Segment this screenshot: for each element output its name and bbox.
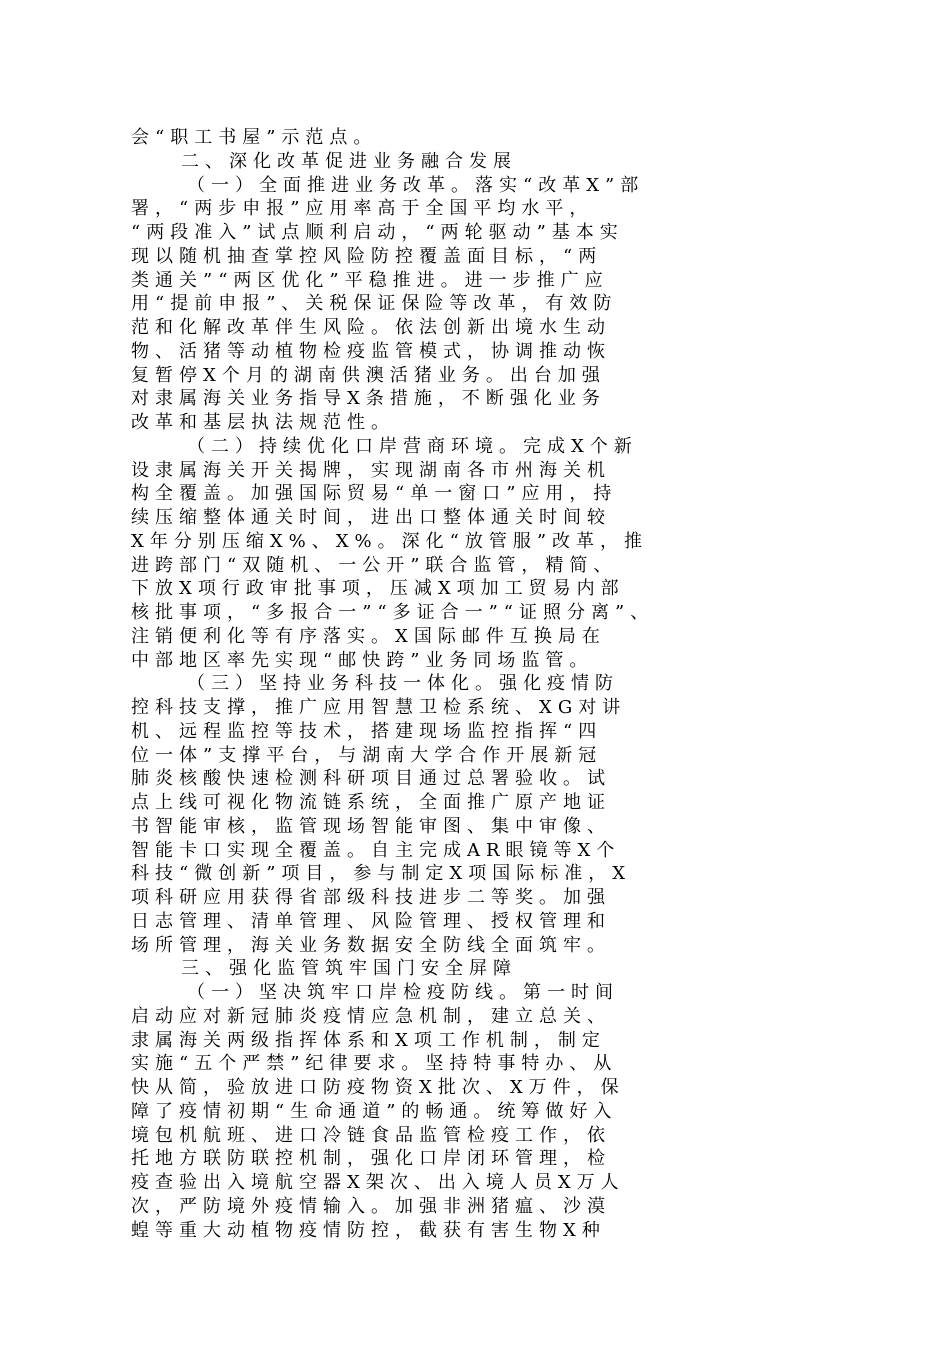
text-line: 现以随机抽查掌控风险防控覆盖面目标，“两 bbox=[131, 245, 603, 267]
text-line: 续压缩整体通关时间，进出口整体通关时间较 bbox=[131, 507, 611, 528]
text-line: “两段准入”试点顺利启动，“两轮驱动”基本实 bbox=[131, 222, 624, 243]
text-line: 快从简，验放进口防疫物资X批次、X万件，保 bbox=[131, 1077, 625, 1098]
text-line: 智能卡口实现全覆盖。自主完成AR眼镜等X个 bbox=[131, 839, 621, 861]
text-line: 隶属海关两级指挥体系和X项工作机制，制定 bbox=[131, 1029, 606, 1051]
text-line: 会“职工书屋”示范点。 bbox=[131, 127, 378, 148]
text-line: 构全覆盖。加强国际贸易“单一窗口”应用，持 bbox=[131, 483, 618, 505]
text-line: 托地方联防联控机制，强化口岸闭环管理，检 bbox=[131, 1148, 611, 1170]
text-line: 项科研应用获得省部级科技进步二等奖。加强 bbox=[131, 887, 611, 908]
subsection-heading-line: （一）坚决筑牢口岸检疫防线。第一时间 bbox=[187, 982, 619, 1003]
text-line: 科技“微创新”项目，参与制定X项国际标准，X bbox=[131, 863, 632, 885]
text-line: 对隶属海关业务指导X条措施，不断强化业务 bbox=[131, 388, 606, 410]
text-line: 位一体”支撑平台，与湖南大学合作开展新冠 bbox=[131, 744, 603, 766]
text-line: 日志管理、清单管理、风险管理、授权管理和 bbox=[131, 910, 611, 932]
text-line: 肺炎核酸快速检测科研项目通过总署验收。试 bbox=[131, 768, 611, 790]
text-line: 障了疫情初期“生命通道”的畅通。统筹做好入 bbox=[131, 1100, 618, 1122]
subsection-heading-line: （三）坚持业务科技一体化。强化疫情防 bbox=[187, 673, 619, 695]
text-line: 点上线可视化物流链系统，全面推广原产地证 bbox=[131, 792, 611, 813]
body-text bbox=[131, 126, 821, 1242]
text-line: X年分别压缩X%、X%。深化“放管服”改革，推 bbox=[131, 530, 649, 552]
text-line: 类通关”“两区优化”平稳推进。进一步推广应 bbox=[131, 269, 609, 291]
text-line: 场所管理，海关业务数据安全防线全面筑牢。 bbox=[131, 934, 611, 956]
text-line: 署，“两步申报”应用率高于全国平均水平， bbox=[131, 198, 594, 220]
text-line: 注销便利化等有序落实。X国际邮件互换局在 bbox=[131, 625, 606, 647]
text-line: 书智能审核，监管现场智能审图、集中审像、 bbox=[131, 815, 611, 837]
text-line: 物、活猪等动植物检疫监管模式，协调推动恢 bbox=[131, 340, 611, 362]
subsection-heading-line: （一）全面推进业务改革。落实“改革X”部 bbox=[187, 174, 645, 196]
section-heading: 二、深化改革促进业务融合发展 bbox=[181, 150, 517, 172]
text-line: 机、远程监控等技术，搭建现场监控指挥“四 bbox=[131, 720, 603, 742]
text-line: 蝗等重大动植物疫情防控，截获有害生物X种 bbox=[131, 1219, 606, 1241]
text-line: 进跨部门“双随机、一公开”联合监管，精简、 bbox=[131, 554, 618, 576]
text-line: 控科技支撑，推广应用智慧卫检系统、XG对讲 bbox=[131, 697, 627, 718]
section-heading: 三、强化监管筑牢国门安全屏障 bbox=[181, 958, 517, 980]
text-line: 复暂停X个月的湖南供澳活猪业务。出台加强 bbox=[131, 364, 606, 386]
text-line: 下放X项行政审批事项，压减X项加工贸易内部 bbox=[131, 578, 625, 600]
text-line: 范和化解改革伴生风险。依法创新出境水生动 bbox=[131, 317, 611, 338]
text-line: 次，严防境外疫情输入。加强非洲猪瘟、沙漠 bbox=[131, 1195, 611, 1217]
text-line: 中部地区率先实现“邮快跨”业务同场监管。 bbox=[131, 649, 594, 671]
text-line: 疫查验出入境航空器X架次、出入境人员X万人 bbox=[131, 1172, 625, 1193]
subsection-heading-line: （二）持续优化口岸营商环境。完成X个新 bbox=[187, 435, 638, 457]
text-line: 改革和基层执法规范性。 bbox=[131, 412, 395, 433]
text-line: 用“提前申报”、关税保证保险等改革，有效防 bbox=[131, 293, 618, 315]
text-line: 启动应对新冠肺炎疫情应急机制，建立总关、 bbox=[131, 1005, 611, 1027]
text-line: 设隶属海关开关揭牌，实现湖南各市州海关机 bbox=[131, 459, 611, 481]
text-line: 核批事项，“多报合一”“多证合一”“证照分离”、 bbox=[131, 602, 655, 623]
text-line: 境包机航班、进口冷链食品监管检疫工作，依 bbox=[131, 1124, 611, 1146]
text-line: 实施“五个严禁”纪律要求。坚持特事特办、从 bbox=[131, 1053, 618, 1075]
